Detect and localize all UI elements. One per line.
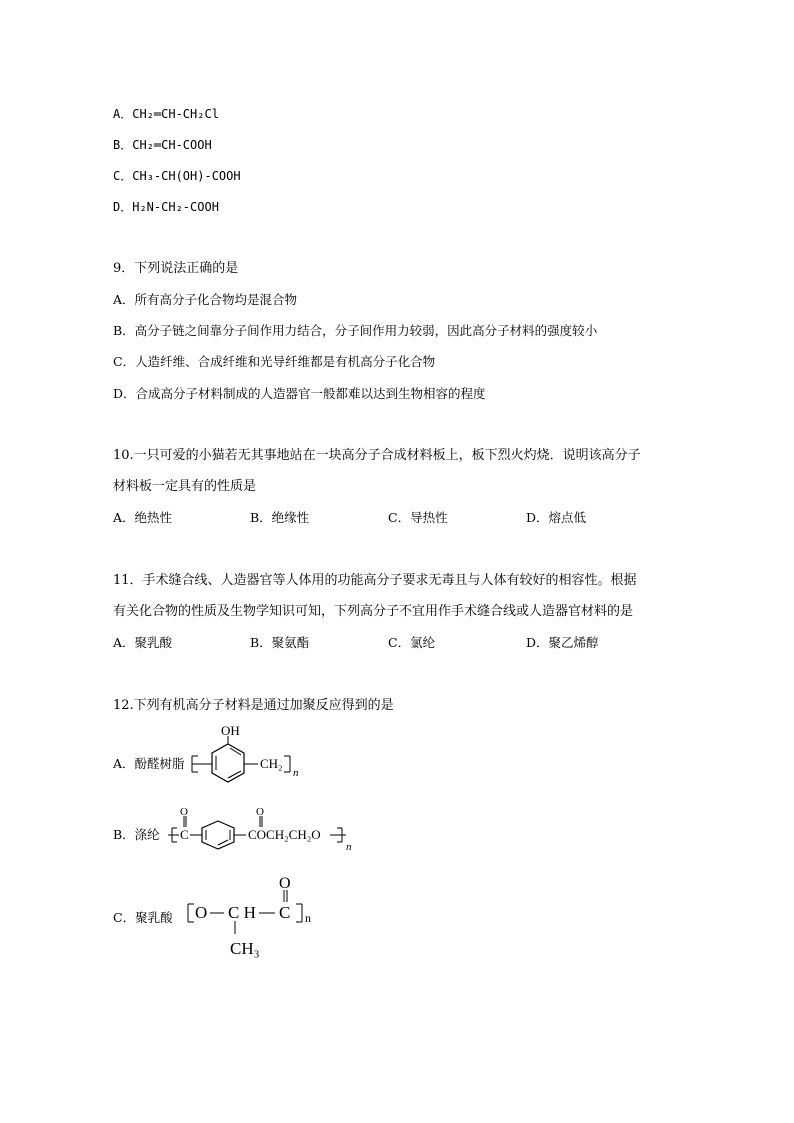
q8-option-c: C．CH₃-CH(OH)-COOH bbox=[113, 169, 241, 183]
q9-option-b: B．高分子链之间靠分子间作用力结合，分子间作用力较弱，因此高分子材料的强度较小 bbox=[113, 323, 598, 338]
q9-stem: 9．下列说法正确的是 bbox=[113, 261, 239, 276]
q10-option-a: A．绝热性 bbox=[113, 510, 173, 525]
q8-option-b: B．CH₂═CH-COOH bbox=[113, 138, 212, 152]
phenol-oh-text: OH bbox=[221, 724, 240, 738]
pla-ch-text: C H bbox=[228, 903, 256, 922]
q12-option-b-label: B．涤纶 bbox=[113, 827, 160, 842]
q10-option-d: D．熔点低 bbox=[526, 510, 587, 525]
phenolic-resin-structure bbox=[190, 724, 350, 804]
polylactic-acid-structure bbox=[180, 872, 330, 964]
polyester-o-right: O bbox=[256, 806, 264, 818]
q10-option-c: C．导热性 bbox=[388, 510, 448, 525]
q11-option-b: B．聚氨酯 bbox=[250, 635, 310, 650]
q10-stem-line2: 材料板一定具有的性质是 bbox=[113, 479, 257, 494]
pla-n-text: n bbox=[305, 911, 311, 925]
q12-option-a-label: A．酚醛树脂 bbox=[113, 756, 185, 771]
phenolic-n-text: n bbox=[293, 767, 299, 779]
polyester-n-text: n bbox=[346, 841, 352, 853]
q11-option-c: C．氯纶 bbox=[388, 635, 436, 650]
q8-option-a: A．CH₂═CH-CH₂Cl bbox=[113, 107, 219, 121]
polyester-structure bbox=[166, 806, 366, 862]
q10-option-b: B．绝缘性 bbox=[250, 510, 310, 525]
polyester-c-left: C bbox=[180, 827, 189, 842]
phenolic-ch2-text: CH₂ bbox=[260, 756, 283, 771]
polyester-ester-text: COCH₂CH₂O bbox=[248, 827, 321, 842]
q10-stem-line1: 10.一只可爱的小猫若无其事地站在一块高分子合成材料板上，板下烈火灼烧．说明该高分子 bbox=[113, 448, 641, 463]
q9-option-c: C．人造纤维、合成纤维和光导纤维都是有机高分子化合物 bbox=[113, 354, 436, 369]
q11-stem-line1: 11．手术缝合线、人造器官等人体用的功能高分子要求无毒且与人体有较好的相容性。根据 bbox=[113, 573, 637, 588]
q12-option-c-label: C．聚乳酸 bbox=[113, 910, 173, 925]
q11-option-d: D．聚乙烯醇 bbox=[526, 635, 599, 650]
polyester-o-left: O bbox=[180, 806, 188, 818]
q11-stem-line2: 有关化合物的性质及生物学知识可知，下列高分子不宜用作手术缝合线或人造器官材料的是 bbox=[113, 604, 634, 619]
q9-option-a: A．所有高分子化合物均是混合物 bbox=[113, 292, 298, 307]
q9-option-d: D．合成高分子材料制成的人造器官一般都难以达到生物相容的程度 bbox=[113, 386, 486, 401]
pla-o-text: O bbox=[195, 903, 208, 922]
pla-c-text: C bbox=[279, 903, 291, 922]
pla-o-top-text: O bbox=[279, 875, 291, 892]
q8-option-d: D．H₂N-CH₂-COOH bbox=[113, 200, 219, 214]
pla-ch3-text: CH₃ bbox=[230, 939, 260, 958]
q12-stem: 12.下列有机高分子材料是通过加聚反应得到的是 bbox=[113, 698, 394, 713]
q11-option-a: A．聚乳酸 bbox=[113, 635, 173, 650]
